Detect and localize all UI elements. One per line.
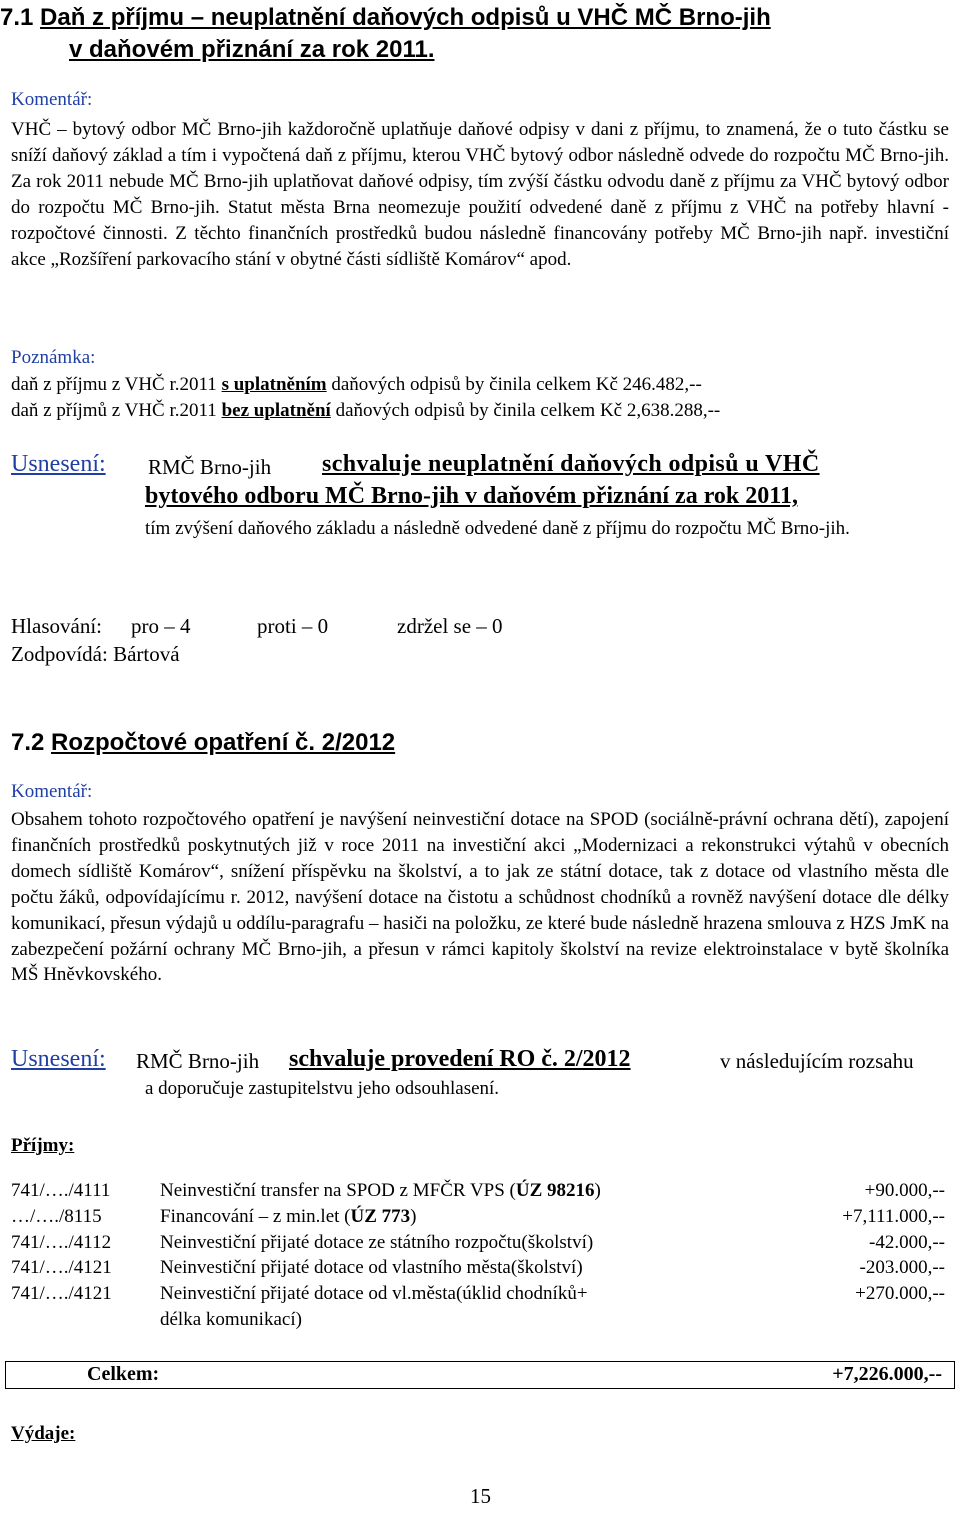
row-desc-code: ÚZ 98216 [515, 1180, 595, 1201]
title-line-2: v daňovém přiznání za rok 2011. [69, 36, 435, 63]
resolution-1-line-1 [11, 451, 106, 478]
income-row [11, 1232, 945, 1258]
row-code: 741/…./4111 [11, 1180, 111, 1201]
row-code: 741/…./4112 [11, 1232, 112, 1253]
resolution-2-line-2: a doporučuje zastupitelstvu jeho odsouhlasení. [145, 1078, 500, 1099]
row-desc-text: Neinvestiční přijaté dotace od vlastního města(školství) [160, 1257, 583, 1278]
row-desc-text: Financování – z min.let ( [160, 1206, 351, 1227]
note2-emph: bez uplatnění [221, 400, 331, 421]
responsible-person: Zodpovídá: Bártová [11, 642, 180, 666]
section-number: 7.1 [0, 4, 41, 31]
note1-pre: daň z příjmu z VHČ r.2011 [11, 374, 222, 395]
row-desc [160, 1206, 416, 1228]
vote-against: proti – 0 [257, 614, 329, 638]
resolution-2-line-1 [11, 1046, 106, 1073]
row-desc-code: ÚZ 773 [350, 1206, 411, 1227]
row-desc [160, 1180, 601, 1202]
row-desc-text: Neinvestiční přijaté dotace ze státního rozpočtu(školství) [160, 1232, 594, 1253]
row-desc-tail: ) [410, 1206, 417, 1227]
section-7-2-title-text: Rozpočtové opatření č. 2/2012 [51, 729, 396, 756]
expense-label: Výdaje: [11, 1423, 76, 1444]
row-code: 741/…./4121 [11, 1257, 112, 1278]
row-amount: +7,111.000,-- [842, 1206, 945, 1227]
income-label: Příjmy: [11, 1135, 75, 1156]
resolution-1-bold-2: bytového odboru MČ Brno-jih v daňovém přiznání za rok 2011, [145, 483, 798, 509]
row-desc-tail: ) [594, 1180, 601, 1201]
row-amount: -203.000,-- [859, 1257, 945, 1278]
note1-post: daňových odpisů by činila celkem Kč 246.482,-- [326, 374, 702, 395]
row-desc-text: Neinvestiční přijaté dotace od vl.města(úklid chodníků+ [160, 1283, 588, 1304]
vote-abstain: zdržel se – 0 [397, 614, 503, 638]
vote-for: pro – 4 [131, 614, 191, 638]
income-row-continuation [11, 1309, 945, 1335]
note-line-1 [11, 374, 702, 396]
note2-post: daňových odpisů by činila celkem Kč 2,638.288,-- [330, 400, 721, 421]
resolution-1-subject: RMČ Brno-jih [148, 455, 272, 479]
section-7-1-title-cont [69, 34, 434, 66]
resolution-1-rest: tím zvýšení daňového základu a následně odvedené daně z příjmu do rozpočtu MČ Brno-jih. [145, 518, 850, 539]
income-row [11, 1257, 945, 1283]
row-amount: +270.000,-- [855, 1283, 945, 1304]
comment-paragraph-1: VHČ – bytový odbor MČ Brno-jih každoročně uplatňuje daňové odpisy v dani z příjmu, to znamená, že o tuto částku se sníží daňový základ a tím i vypočtená daň z příjmu, kterou VHČ bytový odbor následně odvede do rozpočtu MČ Brno-jih. Za rok 2011 nebude MČ Brno-jih uplatňovat daňové odpisy, tím zvýší částku odvodu daně z příjmu za VHČ bytový odbor do rozpočtu MČ Brno-jih. Statut města Brna neomezuje použití odvedené daně z příjmu z VHČ na potřeby hlavní - rozpočtové činnosti. Z těchto finančních prostředků budou následně financovány potřeby MČ Brno-jih např. investiční akce „Rozšíření parkovacího stání v obytné části sídliště Komárov“ apod. [11, 119, 949, 270]
income-row [11, 1206, 945, 1232]
comment-label-1: Komentář: [11, 89, 93, 110]
resolution-2-subject: RMČ Brno-jih [136, 1049, 260, 1073]
section-7-2-title [11, 729, 395, 757]
row-desc [160, 1232, 593, 1254]
note2-pre: daň z příjmů z VHČ r.2011 [11, 400, 222, 421]
resolution-2-bold: schvaluje provedení RO č. 2/2012 [289, 1046, 631, 1072]
title-line-1: Daň z příjmu – neuplatnění daňových odpisů u VHČ MČ Brno-jih [40, 4, 771, 31]
resolution-2-tail: v následujícím rozsahu [720, 1049, 914, 1073]
total-box [5, 1361, 955, 1389]
resolution-label-1: Usnesení: [11, 451, 106, 477]
note1-emph: s uplatněním [221, 374, 327, 395]
comment-label-2: Komentář: [11, 781, 93, 802]
income-row [11, 1283, 945, 1309]
comment-paragraph-2: Obsahem tohoto rozpočtového opatření je navýšení neinvestiční dotace na SPOD (sociálně-právní ochrana dětí), zapojení finančních prostředků poskytnutých již v roce 2011 na investiční akci „Modernizaci a rekonstrukci výtahů v obecních domech sídliště Komárov“, snížení příspěvku na školství, a to jak ze státní dotace, tak z dotace od vlastního města dle počtu žáků, odpovídajícímu r. 2012, navýšení dotace na čistotu a schůdnost chodníků a rovněž navýšení dotace dle délky komunikací, přesun výdajů u oddílu-paragrafu – hasiči na položku, ze které bude následně hrazena smlouva z HZS JmK na zabezpečení požární ochrany MČ Brno-jih, a přesun v rámci kapitoly školství na revize elektroinstalace v bytě školníka MŠ Hněvkovského. [11, 809, 949, 986]
resolution-label-2: Usnesení: [11, 1046, 106, 1072]
section-number-2: 7.2 [11, 729, 52, 756]
row-code: …/…./8115 [11, 1206, 102, 1227]
total-value: +7,226.000,-- [832, 1363, 942, 1385]
income-row [11, 1180, 945, 1206]
row-desc [160, 1257, 583, 1279]
vote-label: Hlasování: [11, 614, 102, 638]
note-line-2 [11, 400, 720, 422]
row-desc-text: Neinvestiční transfer na SPOD z MFČR VPS ( [160, 1180, 516, 1201]
section-7-1-title [0, 2, 771, 34]
row-desc [160, 1283, 588, 1305]
resolution-1-bold-1: schvaluje neuplatnění daňových odpisů u VHČ [322, 451, 820, 477]
total-label: Celkem: [87, 1363, 160, 1385]
row-amount: -42.000,-- [869, 1232, 945, 1253]
row-code: 741/…./4121 [11, 1283, 112, 1304]
row-amount: +90.000,-- [864, 1180, 945, 1201]
page-number: 15 [470, 1484, 491, 1508]
row-desc-continuation: délka komunikací) [160, 1309, 302, 1330]
note-label: Poznámka: [11, 347, 96, 368]
